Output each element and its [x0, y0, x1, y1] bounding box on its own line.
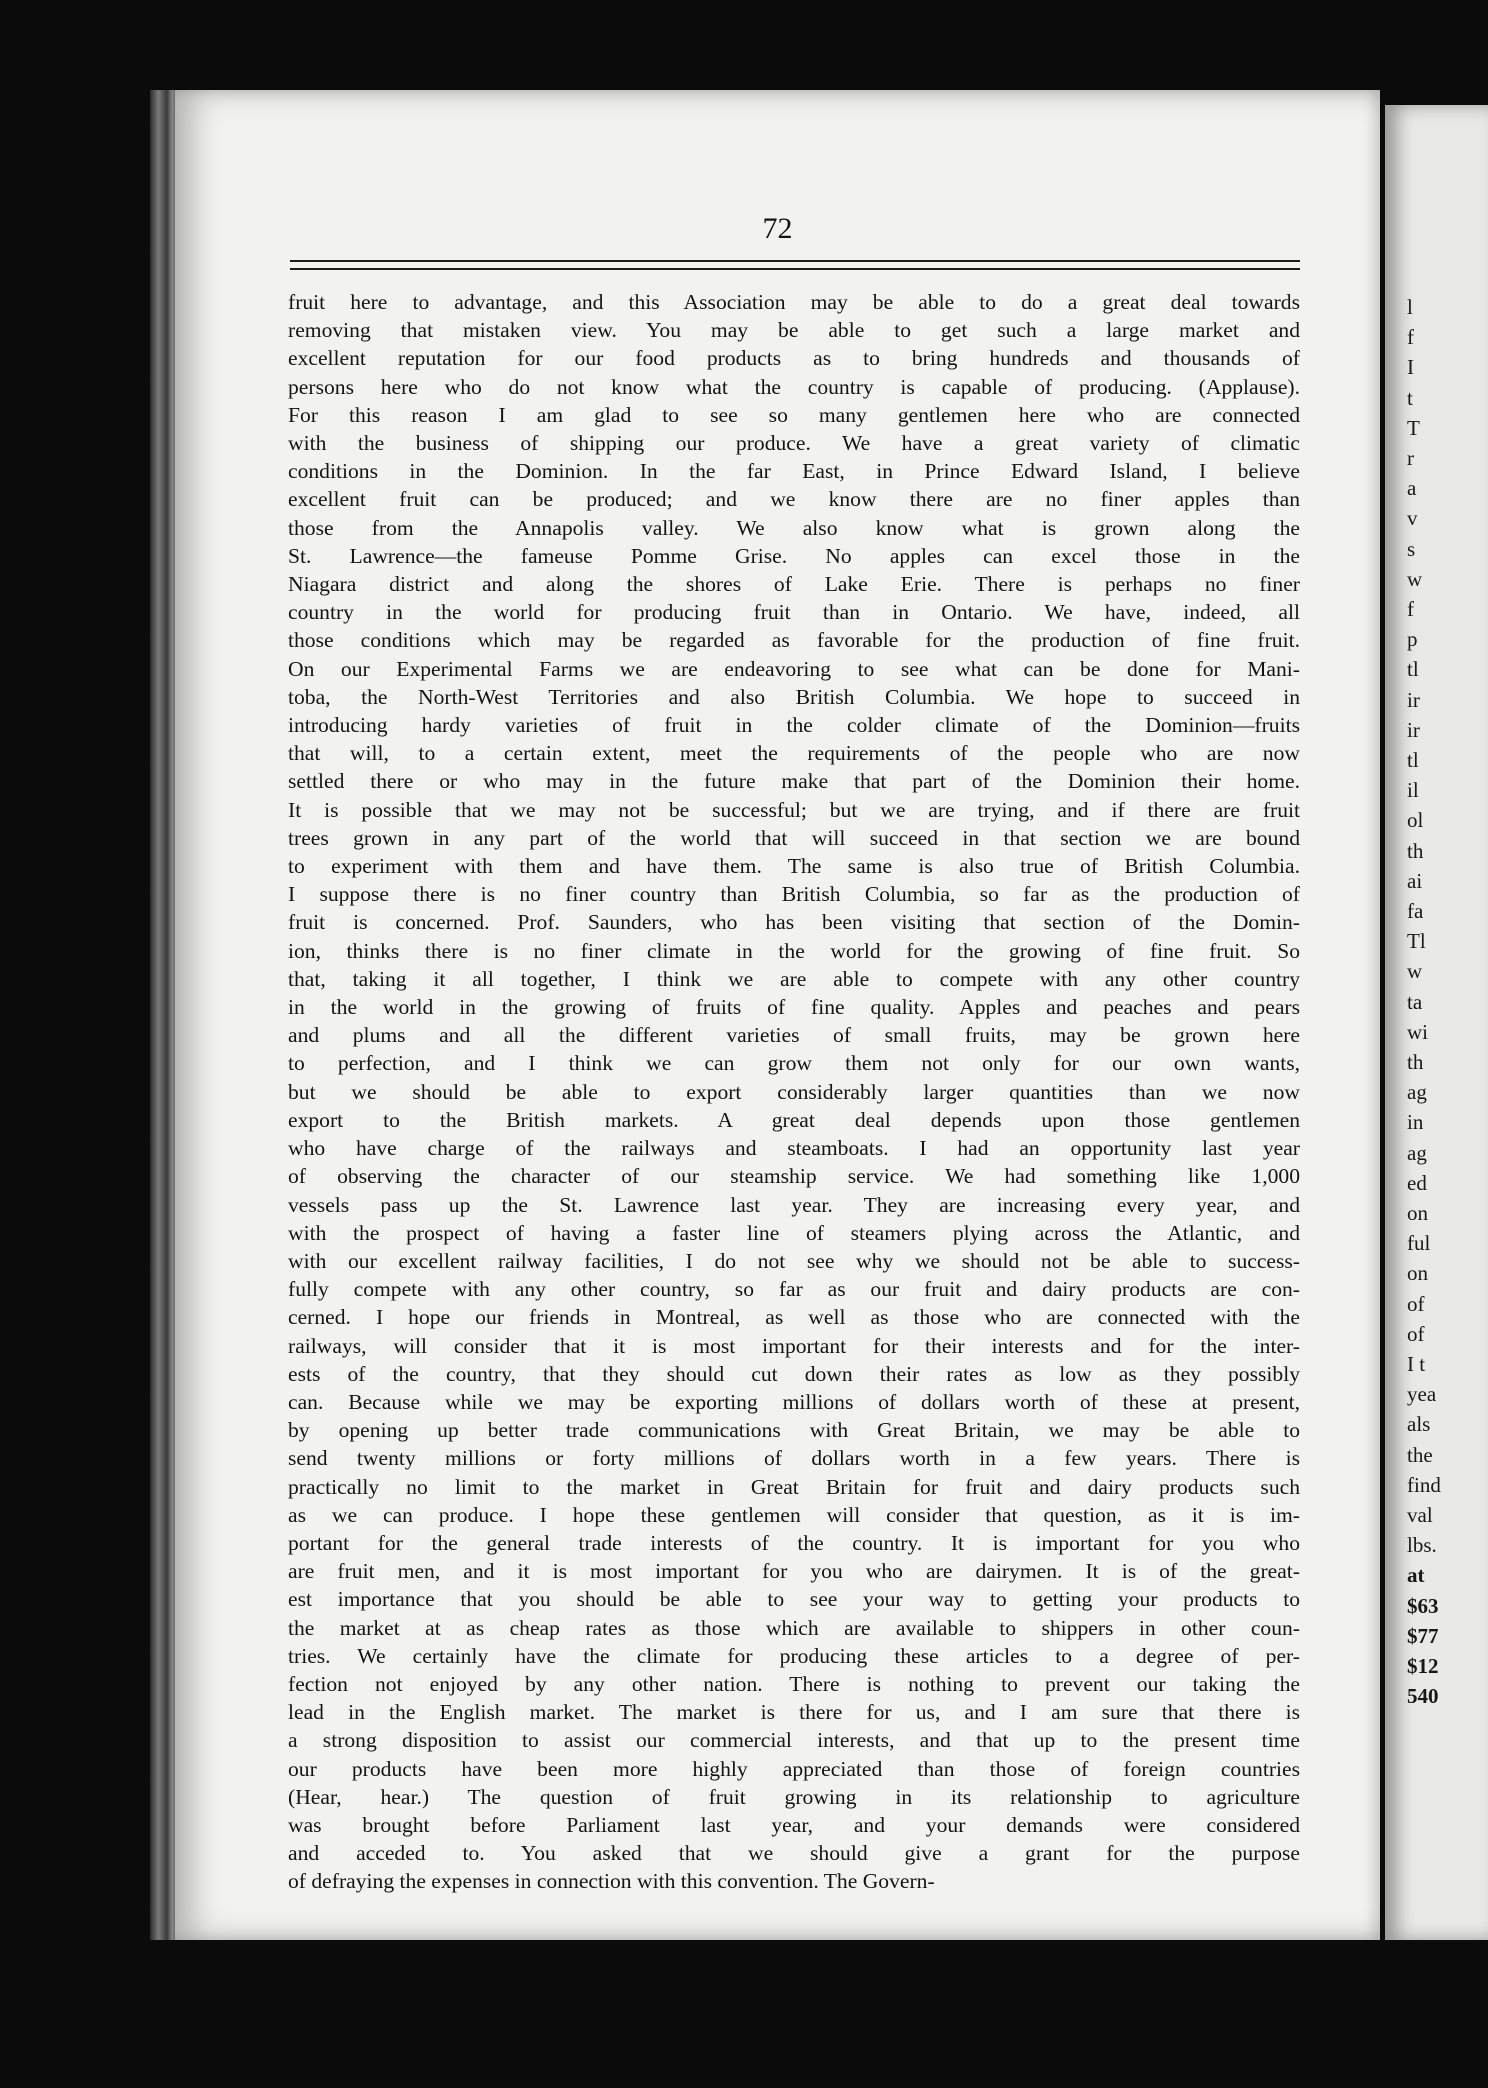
margin-fragment: ag	[1407, 1080, 1427, 1105]
margin-fragment: the	[1407, 1442, 1433, 1467]
margin-fragment: a	[1407, 476, 1417, 501]
text-line: was brought before Parliament last year, and your demands were considered	[288, 1812, 1300, 1837]
text-line: who have charge of the railways and steamboats. I had an opportunity last year	[288, 1136, 1300, 1161]
text-line: railways, will consider that it is most important for their interests and for the inter-	[288, 1333, 1300, 1358]
text-line: fruit here to advantage, and this Association may be able to do a great deal towards	[288, 290, 1300, 314]
margin-fragment: v	[1407, 506, 1418, 531]
text-line: those conditions which may be regarded as favorable for the production of fine fruit.	[288, 628, 1300, 653]
margin-fragment: of	[1407, 1291, 1425, 1316]
text-line: fection not enjoyed by any other nation. There is nothing to prevent our taking the	[288, 1671, 1300, 1696]
text-line: the market at as cheap rates as those which are available to shippers in other coun-	[288, 1615, 1300, 1640]
text-line: St. Lawrence—the fameuse Pomme Grise. No apples can excel those in the	[288, 543, 1300, 568]
margin-fragment: t	[1407, 385, 1413, 410]
margin-fragment: in	[1407, 1110, 1424, 1135]
margin-fragment: $77	[1407, 1623, 1439, 1648]
text-line: by opening up better trade communications with Great Britain, we may be able to	[288, 1418, 1300, 1443]
text-line: that, taking it all together, I think we are able to compete with any other country	[288, 966, 1300, 991]
text-line: that will, to a certain extent, meet the requirements of the people who are now	[288, 741, 1300, 766]
text-line: excellent fruit can be produced; and we know there are no finer apples than	[288, 487, 1300, 512]
text-line: settled there or who may in the future make that part of the Dominion their home.	[288, 769, 1300, 794]
margin-fragment: il	[1407, 778, 1419, 803]
text-line: toba, the North-West Territories and also British Columbia. We hope to succeed in	[288, 684, 1300, 709]
margin-fragment: find	[1407, 1472, 1441, 1497]
margin-fragment: of	[1407, 1321, 1425, 1346]
text-line: send twenty millions or forty millions of dollars worth in a few years. There is	[288, 1446, 1300, 1471]
text-line: with the business of shipping our produce. We have a great variety of climatic	[288, 431, 1300, 456]
margin-fragment: ag	[1407, 1140, 1427, 1165]
book-binding	[150, 90, 178, 1940]
margin-fragment: l	[1407, 295, 1413, 319]
text-line: with the prospect of having a faster line of steamers plying across the Atlantic, and	[288, 1220, 1300, 1245]
text-line: introducing hardy varieties of fruit in the colder climate of the Dominion—fruits	[288, 713, 1300, 738]
text-line: as we can produce. I hope these gentlemen will consider that question, as it is im-	[288, 1502, 1300, 1527]
margin-fragment: val	[1407, 1503, 1433, 1527]
margin-fragment: at	[1407, 1563, 1425, 1588]
text-line: portant for the general trade interests of the country. It is important for you who	[288, 1530, 1300, 1555]
adjacent-page-edge	[1385, 105, 1488, 1940]
text-line: but we should be able to export considerably larger quantities than we now	[288, 1079, 1300, 1104]
text-line: ion, thinks there is no finer climate in the world for the growing of fine fruit. So	[288, 938, 1300, 963]
header-rule-top	[290, 260, 1300, 262]
margin-fragment: on	[1407, 1201, 1428, 1225]
margin-fragment: tl	[1407, 748, 1419, 772]
text-line: practically no limit to the market in Great Britain for fruit and dairy products such	[288, 1474, 1300, 1499]
text-line: vessels pass up the St. Lawrence last year. They are increasing every year, and	[288, 1192, 1300, 1217]
text-line: cerned. I hope our friends in Montreal, as well as those who are connected with the	[288, 1305, 1300, 1330]
margin-fragment: ta	[1407, 989, 1423, 1014]
page-number: 72	[762, 212, 793, 245]
margin-fragment: on	[1407, 1261, 1428, 1286]
margin-fragment: $63	[1407, 1593, 1439, 1618]
text-line: lead in the English market. The market is there for us, and I am sure that there is	[288, 1700, 1300, 1725]
text-line: to experiment with them and have them. The same is also true of British Columbia.	[288, 854, 1300, 879]
margin-fragment: ol	[1407, 808, 1424, 833]
text-line: those from the Annapolis valley. We also know what is grown along the	[288, 515, 1300, 540]
text-line: trees grown in any part of the world that will succeed in that section we are bound	[288, 825, 1300, 850]
text-line: export to the British markets. A great deal depends upon those gentlemen	[288, 1107, 1300, 1132]
text-line: (Hear, hear.) The question of fruit growing in its relationship to agriculture	[288, 1784, 1300, 1809]
margin-fragment: wi	[1407, 1019, 1428, 1044]
text-line: For this reason I am glad to see so many gentlemen here who are connected	[288, 402, 1300, 427]
margin-fragment: ai	[1407, 868, 1423, 893]
text-line: are fruit men, and it is most important for you who are dairymen. It is of the great-	[288, 1559, 1300, 1584]
text-line: and plums and all the different varieties of small fruits, may be grown here	[288, 1023, 1300, 1048]
margin-fragment: fa	[1407, 899, 1424, 923]
text-line: est importance that you should be able to see your way to getting your products to	[288, 1587, 1300, 1612]
margin-fragment: 540	[1407, 1684, 1439, 1709]
text-line: I suppose there is no finer country than British Columbia, so far as the production of	[288, 882, 1300, 907]
margin-fragment: ir	[1407, 687, 1420, 712]
text-line: tries. We certainly have the climate for producing these articles to a degree of per-	[288, 1643, 1300, 1668]
margin-fragment: lbs.	[1407, 1533, 1437, 1558]
margin-fragment: r	[1407, 446, 1414, 470]
margin-fragment: I t	[1407, 1352, 1426, 1376]
text-line: It is possible that we may not be successful; but we are trying, and if there are fruit	[288, 797, 1300, 822]
margin-fragment: w	[1407, 566, 1423, 591]
text-line: excellent reputation for our food products as to bring hundreds and thousands of	[288, 346, 1300, 371]
body-text	[288, 288, 1300, 1896]
margin-fragment: s	[1407, 536, 1416, 561]
margin-fragment: f	[1407, 597, 1414, 621]
text-line: a strong disposition to assist our commercial interests, and that up to the present time	[288, 1728, 1300, 1753]
margin-fragment: Tl	[1407, 929, 1426, 954]
text-line: our products have been more highly appreciated than those of foreign countries	[288, 1756, 1300, 1781]
text-line: can. Because while we may be exporting millions of dollars worth of these at present,	[288, 1389, 1300, 1414]
margin-fragment: th	[1407, 1050, 1424, 1074]
margin-fragment: $12	[1407, 1654, 1439, 1678]
margin-fragment: tl	[1407, 657, 1419, 682]
margin-fragment: yea	[1407, 1382, 1437, 1407]
text-line: with our excellent railway facilities, I do not see why we should not be able to success-	[288, 1248, 1300, 1273]
margin-fragment: T	[1407, 415, 1420, 440]
margin-fragment: ful	[1407, 1231, 1431, 1256]
text-line: fully compete with any other country, so far as our fruit and dairy products are con-	[288, 1277, 1300, 1302]
text-line: to perfection, and I think we can grow them not only for our own wants,	[288, 1051, 1300, 1076]
scanned-page	[175, 90, 1380, 1940]
text-line: country in the world for producing fruit than in Ontario. We have, indeed, all	[288, 600, 1300, 625]
margin-fragment: ir	[1407, 717, 1420, 742]
margin-fragment: w	[1407, 959, 1423, 984]
text-line: fruit is concerned. Prof. Saunders, who has been visiting that section of the Domin-	[288, 910, 1300, 935]
text-line: Niagara district and along the shores of Lake Erie. There is perhaps no finer	[288, 572, 1300, 597]
margin-fragment: p	[1407, 627, 1418, 652]
text-line: ests of the country, that they should cut down their rates as low as they possibly	[288, 1361, 1300, 1386]
header-rule-bottom	[290, 268, 1300, 270]
margin-fragment: th	[1407, 838, 1424, 863]
text-line: of defraying the expenses in connection with this convention. The Govern-	[288, 1869, 935, 1894]
text-line: conditions in the Dominion. In the far East, in Prince Edward Island, I believe	[288, 459, 1300, 484]
text-line: persons here who do not know what the country is capable of producing. (Applause).	[288, 374, 1300, 399]
text-line: of observing the character of our steamship service. We had something like 1,000	[288, 1164, 1300, 1189]
margin-fragment: I	[1407, 355, 1414, 380]
text-line: in the world in the growing of fruits of fine quality. Apples and peaches and pears	[288, 995, 1300, 1020]
margin-fragment: ed	[1407, 1170, 1427, 1195]
text-line: On our Experimental Farms we are endeavoring to see what can be done for Mani-	[288, 656, 1300, 681]
margin-fragment: f	[1407, 325, 1414, 350]
text-line: and acceded to. You asked that we should give a grant for the purpose	[288, 1841, 1300, 1866]
text-line: removing that mistaken view. You may be able to get such a large market and	[288, 318, 1300, 343]
margin-fragment: als	[1407, 1412, 1431, 1437]
